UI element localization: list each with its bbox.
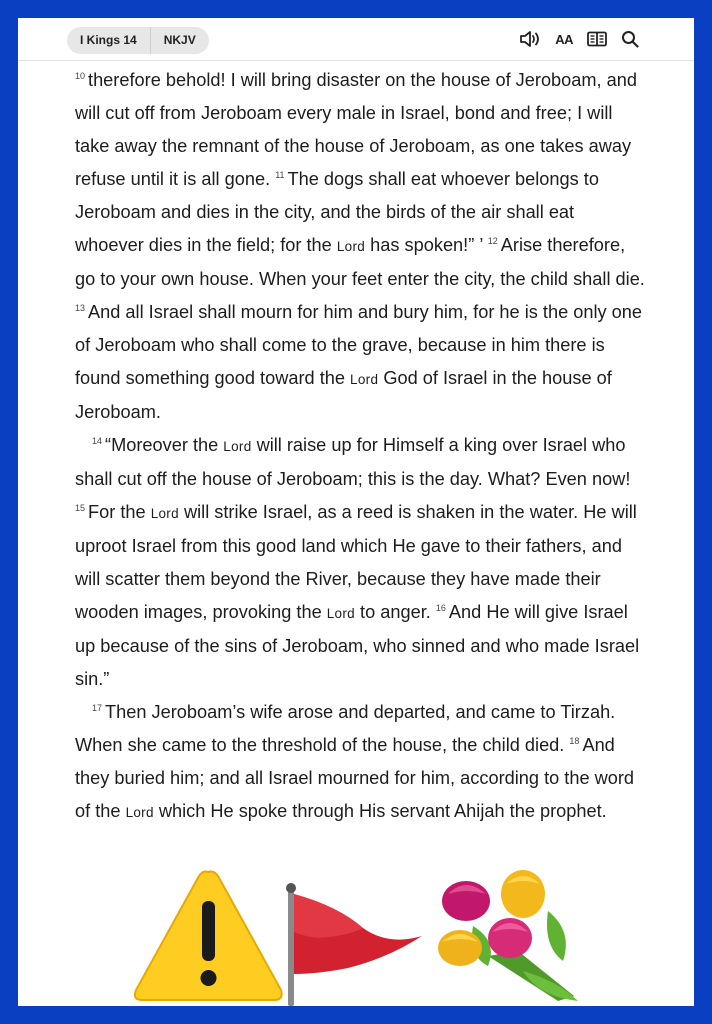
verse-number: 14 [92, 436, 103, 446]
verse-text: has spoken!” ’ [365, 235, 483, 255]
verse-text: And He will give Israel up because of the sins of Jeroboam, who sinned and who made Israel sin.” [75, 602, 640, 689]
verse-text: will strike Israel, as a reed is shaken in the water. He will uproot Israel from this good land which He gave to their fathers, and will scatter them beyond the River, because they have made their wooden images, provoking the [75, 502, 637, 622]
verse-number: 11 [275, 170, 285, 180]
verse-number: 10 [75, 71, 86, 81]
verse-text: For the [88, 502, 151, 522]
header-toolbar [519, 30, 639, 48]
version-button[interactable]: NKJV [163, 33, 196, 47]
red-flag-emoji [286, 883, 422, 1006]
reader-header [18, 18, 694, 61]
verse-text: therefore behold! I will bring disaster on the house of Jeroboam, and will cut off from Jeroboam every male in Israel, bond and free; I will take away the remnant of the house of Jeroboam, as one takes away refuse until it is all gone. [75, 70, 638, 189]
verse-text: God of Israel in the house of Jeroboam. [75, 368, 612, 422]
paragraph [75, 696, 645, 829]
verse-text: “Moreover the [105, 435, 224, 455]
verse-text: which He spoke through His servant Ahijah the prophet. [153, 801, 607, 821]
bouquet-emoji [438, 870, 578, 1001]
paragraph [75, 64, 645, 429]
verse-number: 17 [92, 703, 103, 713]
verse-text: The dogs shall eat whoever belongs to Jeroboam and dies in the city, and the birds of the air shall eat whoever dies in the field; for the [75, 169, 599, 255]
verse-text: And they buried him; and all Israel mourned for him, according to the word of the [75, 735, 635, 821]
reference-pill [67, 27, 209, 54]
divine-name: Lord [125, 805, 154, 820]
verse-text: And all Israel shall mourn for him and bury him, for he is the only one of Jeroboam who shall come to the grave, because in him there is found something good toward the [75, 302, 642, 388]
verse-number: 18 [569, 736, 580, 746]
divine-name: Lord [326, 606, 355, 621]
divine-name: Lord [336, 239, 366, 254]
verse-text: Then Jeroboam’s wife arose and departed, and came to Tirzah. When she came to the threshold of the house, the child died. [75, 702, 616, 755]
verse-text: will raise up for Himself a king over Israel who shall cut off the house of Jeroboam; this is the day. What? Even now! [75, 435, 631, 489]
scripture-text [75, 64, 645, 829]
divine-name: Lord [223, 439, 252, 454]
verse-text: to anger. [354, 602, 431, 622]
divine-name: Lord [150, 506, 179, 521]
book-icon[interactable] [587, 31, 607, 47]
book-chapter-button[interactable]: I Kings 14 [80, 33, 137, 47]
search-icon[interactable] [621, 30, 639, 48]
emoji-row [18, 866, 694, 1006]
verse-text: Arise therefore, go to your own house. When your feet enter the city, the child shall die. [75, 235, 645, 289]
speaker-icon[interactable] [519, 30, 541, 48]
reader-page [18, 18, 694, 1006]
verse-number: 15 [75, 503, 86, 513]
warning-emoji [135, 872, 282, 1001]
verse-number: 13 [75, 303, 86, 313]
verse-number: 16 [435, 603, 446, 613]
paragraph [75, 429, 645, 696]
font-size-icon[interactable]: AA [555, 31, 573, 47]
divine-name: Lord [350, 372, 379, 387]
verse-number: 12 [487, 236, 498, 246]
